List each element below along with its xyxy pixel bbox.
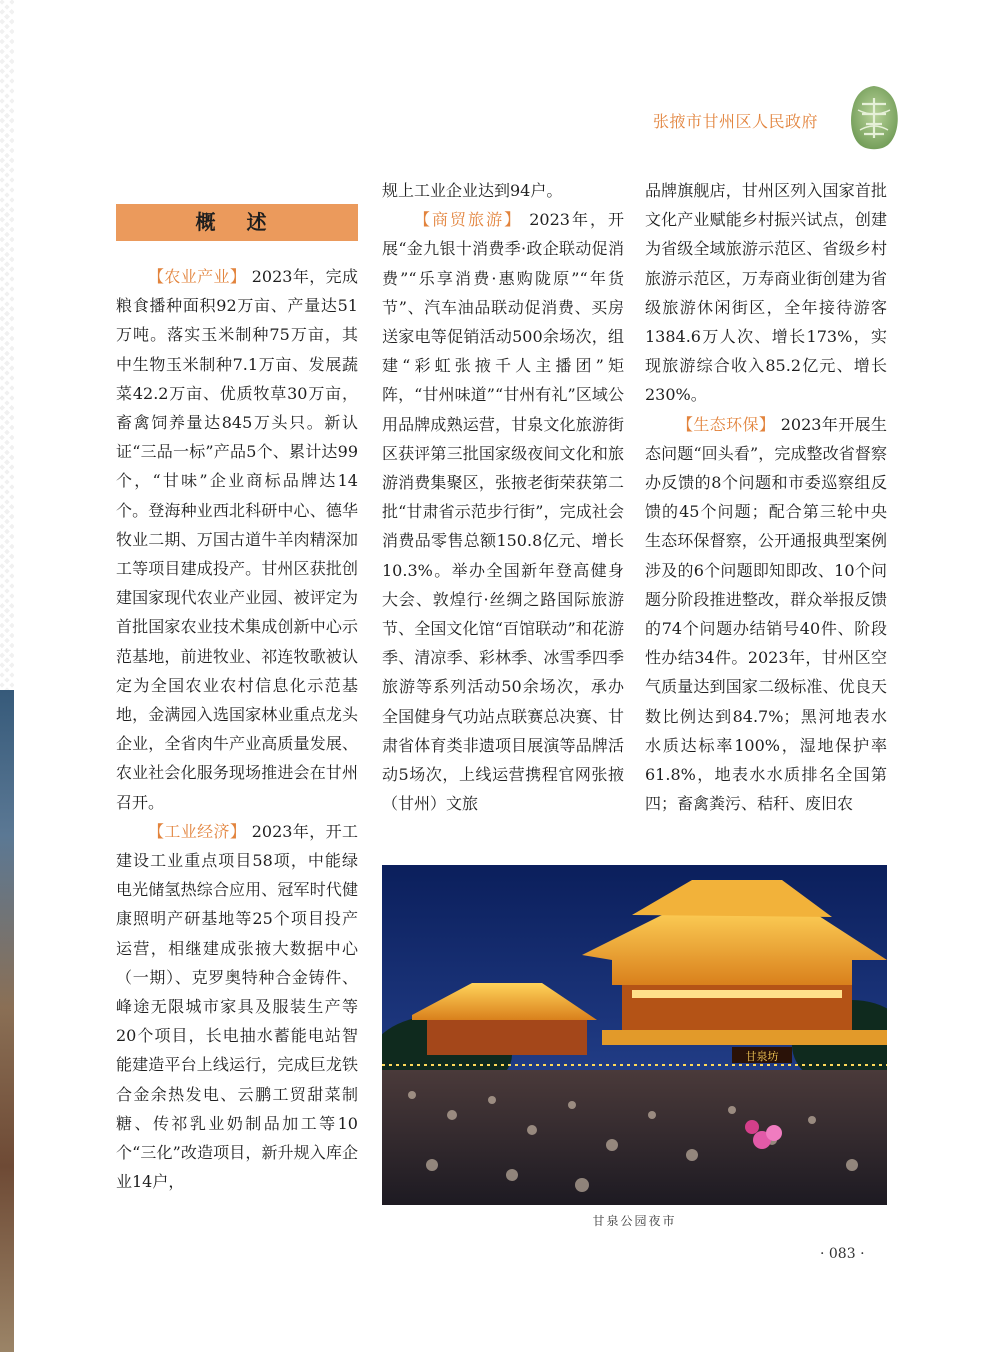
seal-icon: [848, 84, 900, 152]
industry-tag: 【工业经济】: [148, 821, 247, 841]
ecology-tag: 【生态环保】: [677, 414, 776, 434]
agriculture-paragraph: [116, 262, 358, 817]
column-2: [382, 176, 624, 818]
industry-paragraph: [116, 817, 358, 1197]
ecology-paragraph: [645, 410, 887, 819]
industry-text: 2023年，开工建设工业重点项目58项，中能绿电光储氢热综合应用、冠军时代健康照明产研基地等25个项目投产运营，相继建成张掖大数据中心（一期）、克罗奥特种合金铸件、峰途无限城市家具及服装生产等20个项目，长电抽水蓄能电站智能建造平台上线运行，完成巨龙铁合金余热发电、云鹏工贸甜菜制糖、传祁乳业奶制品加工等10个“三化”改造项目，新升规入库企业14户，: [116, 821, 358, 1192]
trade-tourism-paragraph: [382, 205, 624, 818]
ecology-text: 2023年开展生态问题“回头看”，完成整改省督察办反馈的8个问题和市委巡察组反馈的45个问题；配合第三轮中央生态环保督察，公开通报典型案例涉及的6个问题即知即改、10个问题分阶段推进整改，群众举报反馈的74个问题办结销号40件、阶段性办结34件。2023年，甘州区空气质量达到国家二级标准、优良天数比例达到84.7%；黑河地表水水质达标率100%，湿地保护率61.8%，地表水水质排名全国第四；畜禽粪污、秸秆、废旧农: [645, 414, 887, 814]
column-1: [116, 262, 358, 1197]
trade-tourism-continued: 品牌旗舰店，甘州区列入国家首批文化产业赋能乡村振兴试点，创建为省级全域旅游示范区、省级乡村旅游示范区，万寿商业街创建为省级旅游休闲街区，全年接待游客1384.6万人次、增长173%，实现旅游综合收入85.2亿元、增长230%。: [645, 181, 887, 405]
left-edge-photo-strip: [0, 690, 14, 1352]
trade-tourism-tag: 【商贸旅游】: [414, 210, 523, 230]
agriculture-text: 2023年，完成粮食播种面积92万亩、产量达51万吨。落实玉米制种75万亩，其中生物玉米制种7.1万亩、发展蔬菜42.2万亩、优质牧草30万亩，畜禽饲养量达845万头只。新认证“三品一标”产品5个、累计达99个，“甘味”企业商标品牌达14个。登海种业西北科研中心、德华牧业二期、万国古道牛羊肉精深加工等项目建成投产。甘州区获批创建国家现代农业产业园、被评定为首批国家农业技术集成创新中心示范基地，前进牧业、祁连牧歌被认定为全国农业农村信息化示范基地，金满园入选国家林业重点龙头企业，全省肉牛产业高质量发展、农业社会化服务现场推进会在甘州召开。: [116, 267, 358, 812]
agriculture-tag: 【农业产业】: [148, 267, 247, 286]
industry-continued: 规上工业企业达到94户。: [382, 181, 563, 200]
left-decorative-pattern: [0, 0, 14, 690]
photo-caption: 甘泉公园夜市: [592, 1214, 677, 1228]
night-market-photo: [382, 865, 887, 1205]
section-title: 概 述: [116, 204, 358, 241]
trade-tourism-text: 2023年，开展“金九银十消费季·政企联动促消费”“乐享消费·惠购陇原”“年货节”、汽车油品联动促消费、买房送家电等促销活动500余场次，组建“彩虹张掖千人主播团”矩阵，“甘州味道”“甘州有礼”区域公用品牌成熟运营，甘泉文化旅游街区获评第三批国家级夜间文化和旅游消费集聚区，张掖老街荣获第二批“甘肃省示范步行街”，完成社会消费品零售总额150.8亿元、增长10.3%。举办全国新年登高健身大会、敦煌行·丝绸之路国际旅游节、全国文化馆“百馆联动”和花游季、清凉季、彩林季、冰雪季四季旅游等系列活动50余场次，承办全国健身气功站点联赛总决赛、甘肃省体育类非遗项目展演等品牌活动5场次，上线运营携程官网张掖（甘州）文旅: [382, 210, 624, 814]
shop-sign-text: 甘泉坊: [745, 1050, 779, 1063]
header-title: 张掖市甘州区人民政府: [652, 112, 818, 131]
page-number: · 083 ·: [820, 1246, 865, 1262]
column-3: [645, 176, 887, 818]
